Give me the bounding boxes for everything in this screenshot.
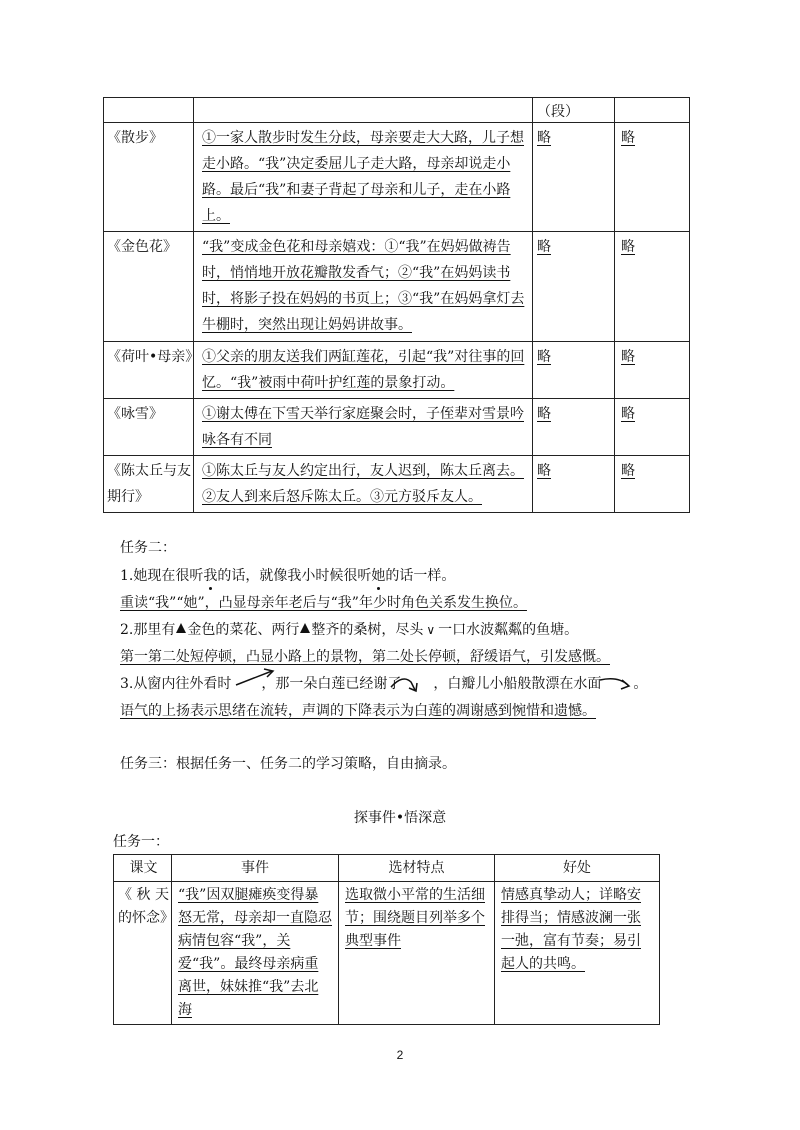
reading-table [103,97,690,513]
page-number: 2 [396,1048,404,1062]
lesson-content: “我”变成金色花和母亲嬉戏：①“我”在妈妈做祷告时，悄悄地开放花瓣散发香气；②“我”在妈妈读书时，将影子投在妈妈的书页上；③“我”在妈妈拿灯去牛棚时，突然出现让妈妈讲故事。 [194,232,533,342]
cell-omitted: 略 [533,399,615,456]
falling-tone-arrow-icon [389,670,425,696]
event-cell: “我”因双腿瘫痪变得暴怒无常，母亲却一直隐忍病情包容“我”，关爱“我”。最终母亲病重离世，妹妹推“我”去北海 [172,882,339,1025]
cell-omitted: 略 [615,123,690,232]
table-row [104,399,690,456]
lesson-content: ①谢太傅在下雪天举行家庭聚会时，子侄辈对雪景吟咏各有不同 [194,399,533,456]
task2-sentence-2: 2.那里有 金色的菜花、两行 整齐的桑树，尽头 ∨ 一口水波粼粼的鱼塘。 [120,622,579,638]
task2-heading: 任务二： [120,540,176,556]
table-row [114,882,660,1025]
task2-sentence-1: 1.她现在很听我的话，就像我小时候很听她的话一样。 [120,568,456,584]
lesson-content: ①一家人散步时发生分歧，母亲要走大大路，儿子想走小路。“我”决定委屈儿子走大路，母亲却说走小路。最后“我”和妻子背起了母亲和儿子，走在小路上。 [194,123,533,232]
task3-text: 任务三：根据任务一、任务二的学习策略，自由摘录。 [120,756,456,772]
lesson-title: 《陈太丘与友期行》 [104,456,194,513]
task2-answer-2: 第一第二处短停顿，凸显小路上的景物，第二处长停顿，舒缓语气，引发感慨。 [120,649,610,665]
table-header-row [104,98,690,123]
emphasis-dot-char: 她 [371,568,386,584]
cell-omitted: 略 [533,232,615,342]
cell-omitted: 略 [533,123,615,232]
lesson-title: 《秋天的怀念》 [114,882,172,1025]
column-header: 课文 [114,855,172,882]
section-title: 探事件•悟深意 [353,810,447,826]
task2-sentence-3: 3.从窗内往外看时 ，那一朵白莲已经谢了 ，白瓣儿小船般散漂在水面 。 [120,676,648,692]
lesson-content: ①陈太丘与友人约定出行，友人迟到，陈太丘离去。②友人到来后怒斥陈太丘。③元方驳斥友人。 [194,456,533,513]
task2-answer-1: 重读“我”“她”，凸显母亲年老后与“我”年少时角色关系发生换位。 [120,595,527,611]
task1-label: 任务一： [113,834,169,850]
cell-omitted: 略 [533,342,615,399]
cell-omitted: 略 [615,399,690,456]
column-header: 好处 [495,855,660,882]
header-fragment: （段） [533,98,615,123]
feature-cell: 选取微小平常的生活细节；围绕题目列举多个典型事件 [339,882,495,1025]
analysis-table [113,854,660,1025]
lesson-title: 《荷叶•母亲》 [104,342,194,399]
table-row [104,456,690,513]
lesson-content: ①父亲的朋友送我们两缸莲花，引起“我”对往事的回忆。“我”被雨中荷叶护红莲的景象打动。 [194,342,533,399]
lesson-title: 《散步》 [104,123,194,232]
column-header: 事件 [172,855,339,882]
rising-tone-arrow-icon [234,664,278,690]
pause-triangle-icon [176,623,186,633]
pause-triangle-icon [300,623,310,633]
cell-omitted: 略 [615,232,690,342]
emphasis-dot-char: 我 [203,568,218,584]
table-row [104,123,690,232]
falling-tone-arrow-icon [598,670,634,696]
table-row [104,342,690,399]
table-header-row [114,855,660,882]
cell-omitted: 略 [615,456,690,513]
table-row [104,232,690,342]
column-header: 选材特点 [339,855,495,882]
lesson-title: 《金色花》 [104,232,194,342]
cell-omitted: 略 [533,456,615,513]
lesson-title: 《咏雪》 [104,399,194,456]
cell-omitted: 略 [615,342,690,399]
long-pause-mark-icon: ∨ [426,623,436,637]
task2-answer-3: 语气的上扬表示思绪在流转，声调的下降表示为白莲的凋谢感到惋惜和遗憾。 [120,703,596,719]
benefit-cell: 情感真挚动人；详略安排得当；情感波澜一张一弛，富有节奏；易引起人的共鸣。 [495,882,660,1025]
